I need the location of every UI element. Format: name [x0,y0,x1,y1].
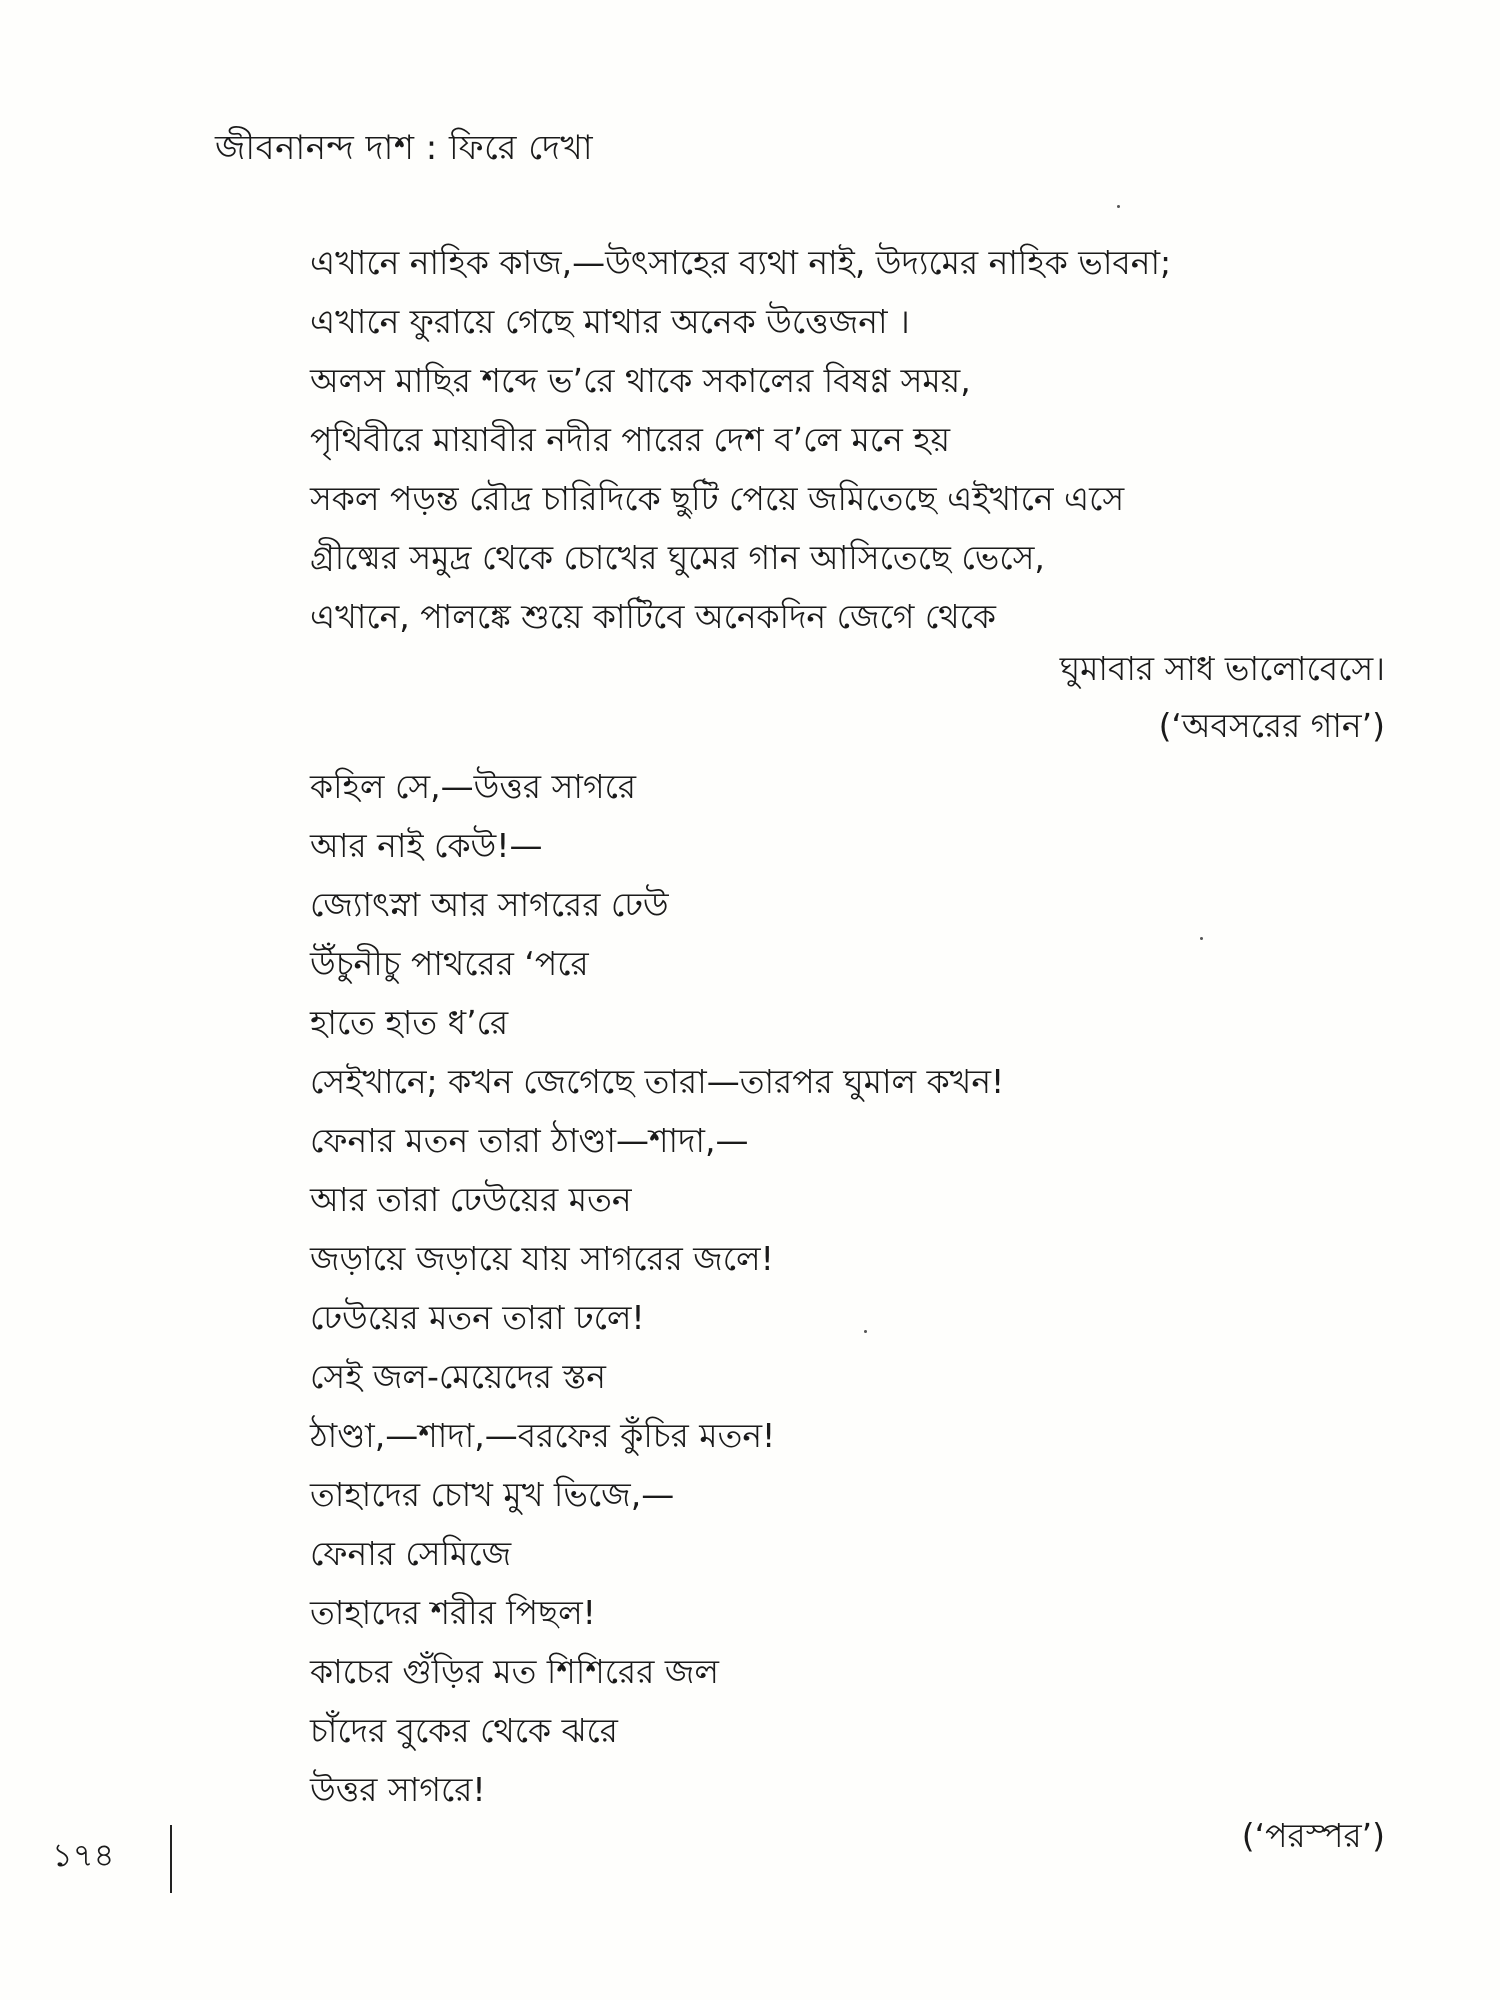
poem-line: তাহাদের চোখ মুখ ভিজে,— [310,1475,675,1514]
poem-line: সেই জল-মেয়েদের স্তন [310,1357,606,1396]
running-header: জীবনানন্দ দাশ : ফিরে দেখা [215,128,594,168]
print-speck [864,1330,867,1333]
poem-line: আর তারা ঢেউয়ের মতন [310,1180,632,1219]
poem-line: উত্তর সাগরে! [310,1770,486,1809]
poem-line: এখানে ফুরায়ে গেছে মাথার অনেক উত্তেজনা । [310,302,910,341]
poem-source-citation: (‘অবসরের গান’) [1158,706,1385,745]
page-number-divider [170,1825,172,1893]
print-speck [1200,937,1203,940]
poem-line-indented: ঘুমাবার সাধ ভালোবেসে। [1059,649,1385,688]
page-number: ১৭৪ [52,1836,115,1874]
poem-excerpt-1 [310,233,1171,646]
poem-line: উঁচুনীচু পাথরের ‘পরে [310,944,589,983]
poem-line: ফেনার মতন তারা ঠাণ্ডা—শাদা,— [310,1121,749,1160]
poem-line: পৃথিবীরে মায়াবীর নদীর পারের দেশ ব’লে মনে হয় [310,420,951,459]
poem-line: তাহাদের শরীর পিছল! [310,1593,596,1632]
poem-line: হাতে হাত ধ’রে [310,1003,509,1042]
poem-line: কহিল সে,—উত্তর সাগরে [310,767,636,806]
poem-source-citation: (‘পরস্পর’) [1241,1816,1385,1855]
poem-line: আর নাই কেউ!— [310,826,543,865]
poem-line: এখানে নাহিক কাজ,—উৎসাহের ব্যথা নাই, উদ্যমের নাহিক ভাবনা; [310,243,1172,282]
poem-line: অলস মাছির শব্দে ভ’রে থাকে সকালের বিষণ্ণ সময়, [310,361,971,400]
poem-excerpt-2 [310,757,1004,1819]
poem-line: চাঁদের বুকের থেকে ঝরে [310,1711,618,1750]
poem-line: কাচের গুঁড়ির মত শিশিরের জল [310,1652,719,1691]
poem-line: সেইখানে; কখন জেগেছে তারা—তারপর ঘুমাল কখন! [310,1062,1005,1101]
print-speck [1117,205,1120,208]
poem-line: ফেনার সেমিজে [310,1534,512,1573]
poem-line: জ্যোৎস্না আর সাগরের ঢেউ [310,885,669,924]
poem-line: এখানে, পালঙ্কে শুয়ে কাটিবে অনেকদিন জেগে থেকে [310,597,997,636]
poem-line: সকল পড়ন্ত রৌদ্র চারিদিকে ছুটি পেয়ে জমিতেছে এইখানে এসে [310,479,1125,518]
poem-line: গ্রীষ্মের সমুদ্র থেকে চোখের ঘুমের গান আসিতেছে ভেসে, [310,538,1045,577]
poem-line: জড়ায়ে জড়ায়ে যায় সাগরের জলে! [310,1239,774,1278]
poem-line: ঠাণ্ডা,—শাদা,—বরফের কুঁচির মতন! [310,1416,776,1455]
poem-line: ঢেউয়ের মতন তারা ঢলে! [310,1298,645,1337]
